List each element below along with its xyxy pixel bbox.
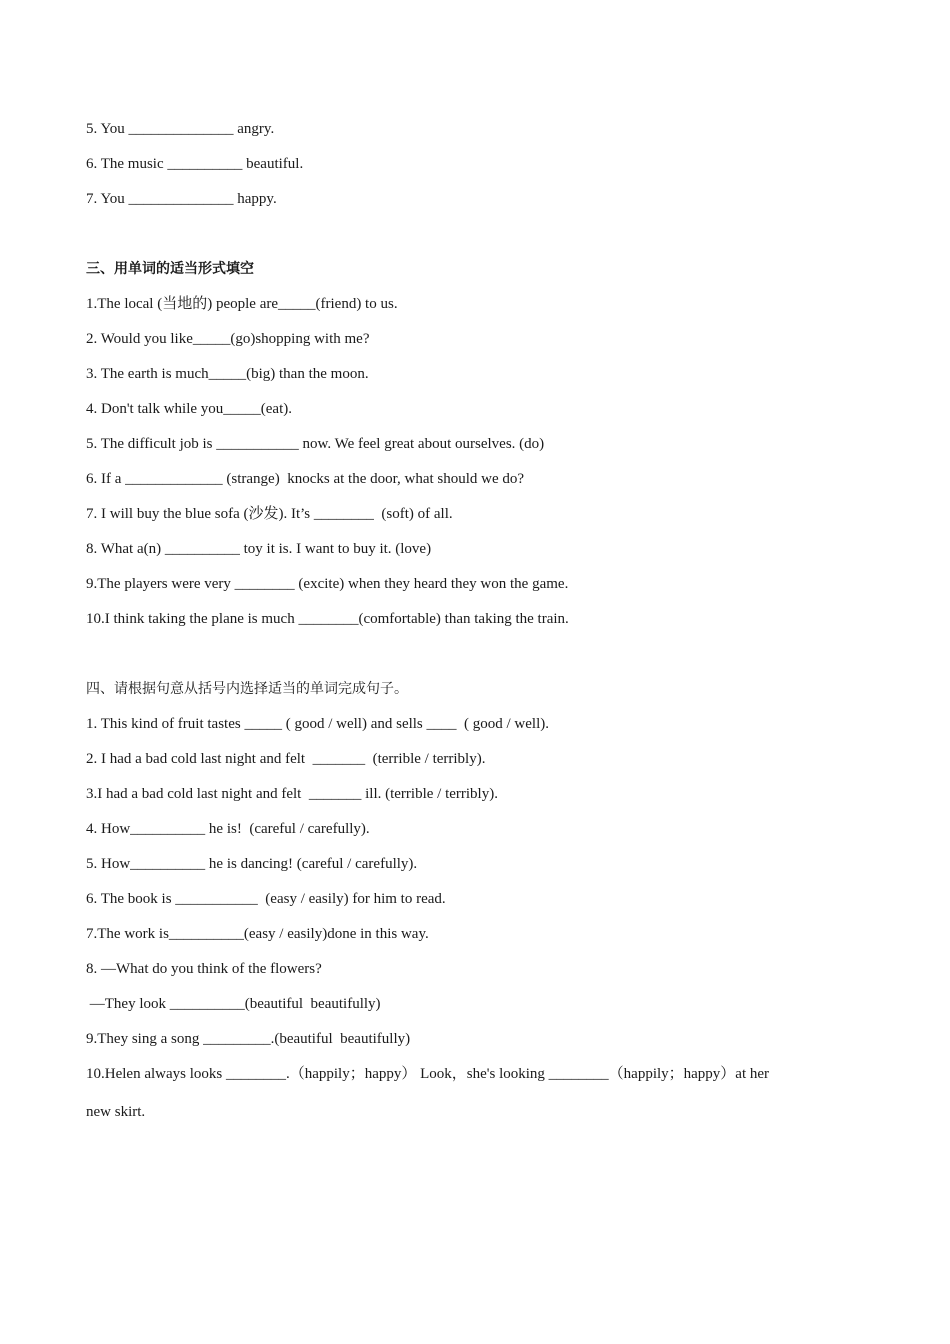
section4-item-8-answer: —They look __________(beautiful beautifully)	[86, 996, 381, 1012]
section3-item-8: 8. What a(n) __________ toy it is. I want to buy it. (love)	[86, 541, 432, 557]
section3-item-10: 10.I think taking the plane is much ________(comfortable) than taking the train.	[86, 611, 569, 627]
section4-item-10-continued: new skirt.	[86, 1104, 146, 1120]
part2-item-6: 6. The music __________ beautiful.	[86, 156, 304, 172]
section4-item-4: 4. How__________ he is! (careful / carefully).	[86, 821, 370, 837]
section3-item-4: 4. Don't talk while you_____(eat).	[86, 401, 292, 417]
part2-item-5: 5. You ______________ angry.	[86, 121, 275, 137]
section3-heading: 三、用单词的适当形式填空	[86, 261, 254, 277]
section3-item-6: 6. If a _____________ (strange) knocks at the door, what should we do?	[86, 471, 525, 487]
section3-item-7: 7. I will buy the blue sofa (沙发). It’s ________ (soft) of all.	[86, 506, 453, 522]
section4-heading: 四、请根据句意从括号内选择适当的单词完成句子。	[86, 681, 408, 697]
section4-item-5: 5. How__________ he is dancing! (careful / carefully).	[86, 856, 418, 872]
section4-item-8-question: 8. —What do you think of the flowers?	[86, 961, 322, 977]
section4-item-10: 10.Helen always looks ________.（happily；happy） Look，she's looking ________（happily；happy）at her	[86, 1066, 770, 1082]
section3-item-2: 2. Would you like_____(go)shopping with me?	[86, 331, 370, 347]
section3-item-3: 3. The earth is much_____(big) than the moon.	[86, 366, 369, 382]
section3-item-5: 5. The difficult job is ___________ now. We feel great about ourselves. (do)	[86, 436, 545, 452]
section4-item-3: 3.I had a bad cold last night and felt _______ ill. (terrible / terribly).	[86, 786, 498, 802]
section4-item-7: 7.The work is__________(easy / easily)done in this way.	[86, 926, 429, 942]
part2-item-7: 7. You ______________ happy.	[86, 191, 277, 207]
section4-item-9: 9.They sing a song _________.(beautiful beautifully)	[86, 1031, 411, 1047]
section3-item-1: 1.The local (当地的) people are_____(friend) to us.	[86, 296, 398, 312]
section4-item-6: 6. The book is ___________ (easy / easily) for him to read.	[86, 891, 446, 907]
section3-item-9: 9.The players were very ________ (excite) when they heard they won the game.	[86, 576, 569, 592]
section4-item-2: 2. I had a bad cold last night and felt _______ (terrible / terribly).	[86, 751, 486, 767]
section4-item-1: 1. This kind of fruit tastes _____ ( good / well) and sells ____ ( good / well).	[86, 716, 550, 732]
